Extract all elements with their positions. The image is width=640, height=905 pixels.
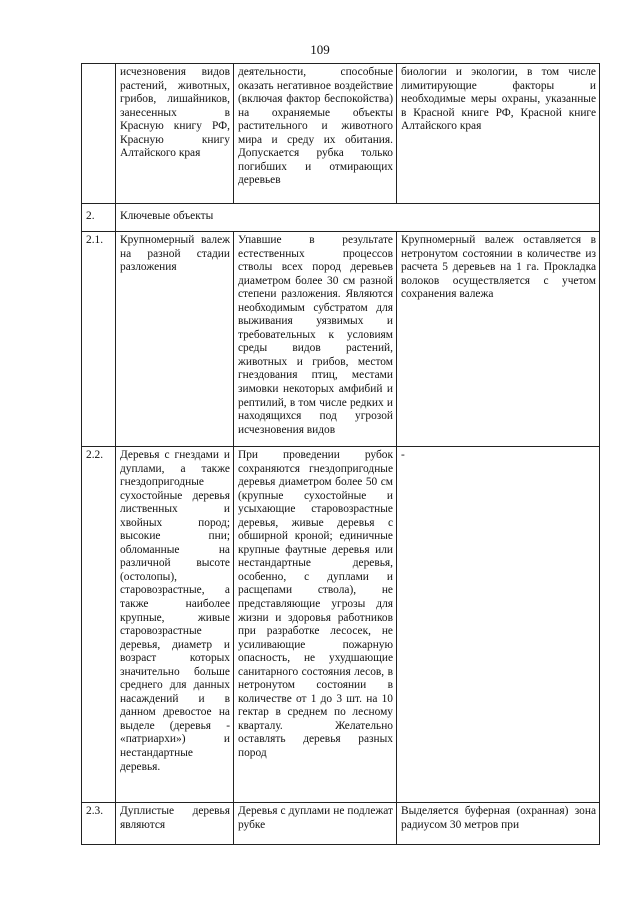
object-cell: Дуплистые деревья являются [116,803,234,845]
row-number: 2.3. [82,803,116,845]
measures-cell: - [397,447,600,803]
measures-table [81,63,600,845]
object-cell: исчезновения видов растений, животных, грибов, лишайников, занесенных в Красную книгу РФ, Красную книгу Алтайского края [116,64,234,204]
row-number: 2.2. [82,447,116,803]
row-number [82,64,116,204]
table-row [82,803,600,845]
page-number: 109 [310,42,330,57]
object-cell: Деревья с гнездами и дуплами, а также гнездопригодные сухостойные деревья лиственных и хвойных пород; высокие пни; обломанные на различной высоте (остолопы), старовозрастные, а также наиболее крупные, живые старовозрастные деревья, диаметр и возраст которых значительно больше среднего для данных насаждений и в данном древостое на выделе (деревья - «патриархи») и нестандартные деревья. [116,447,234,803]
table-row [82,447,600,803]
measures-cell: биологии и экологии, в том числе лимитирующие факторы и необходимые меры охраны, указанные в Красной книге РФ, Красной книге Алтайского края [397,64,600,204]
restriction-cell: деятельности, способные оказать негативное воздействие (включая фактор беспокойства) на охраняемые объекты растительного и животного мира и среду их обитания. Допускается рубка только погибших и отмирающих деревьев [234,64,397,204]
table-row [82,232,600,447]
restriction-cell: Упавшие в результате естественных процессов стволы всех пород деревьев диаметром более 30 см разной степени разложения. Являются необходимым субстратом для выживания уязвимых и требовательных к условиям среды видов растений, животных и грибов, местом гнездования птиц, местами зимовки некоторых амфибий и рептилий, в том числе редких и находящихся под угрозой исчезновения видов [234,232,397,447]
section-number: 2. [82,204,116,232]
restriction-cell: Деревья с дуплами не подлежат рубке [234,803,397,845]
section-title: Ключевые объекты [116,204,600,232]
object-cell: Крупномерный валеж на разной стадии разложения [116,232,234,447]
measures-cell: Выделяется буферная (охранная) зона радиусом 30 метров при [397,803,600,845]
section-row [82,204,600,232]
table-row [82,64,600,204]
restriction-cell: При проведении рубок сохраняются гнездопригодные деревья диаметром более 50 см (крупные сухостойные и усыхающие старовозрастные деревья, живые деревья с обширной кроной; единичные крупные фаутные деревья или нестандартные деревья, особенно, с дуплами и расщепами ствола), не представляющие угрозы для жизни и здоровья работников при разработке лесосек, не усиливающие пожарную опасность, не ухудшающие санитарного состояния лесов, в нетронутом состоянии в количестве от 1 до 3 шт. на 10 гектар в среднем по лесному кварталу. Желательно оставлять деревья разных пород [234,447,397,803]
measures-cell: Крупномерный валеж оставляется в нетронутом состоянии в количестве из расчета 5 деревьев на 1 га. Прокладка волоков осуществляется с учетом сохранения валежа [397,232,600,447]
row-number: 2.1. [82,232,116,447]
